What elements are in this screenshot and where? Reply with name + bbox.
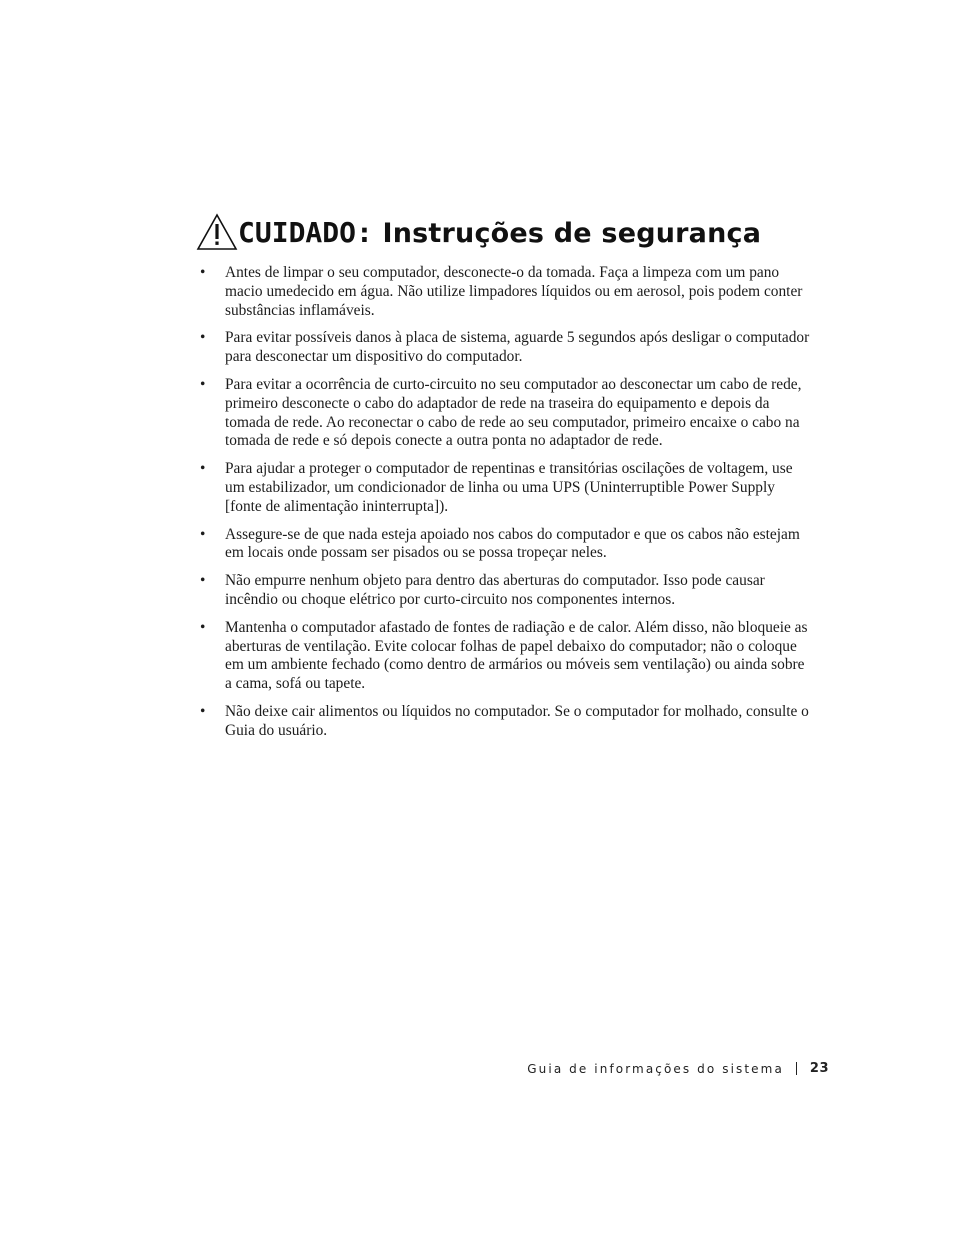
bullet-marker: • — [200, 525, 206, 543]
list-item — [200, 526, 810, 564]
footer-guide-title: Guia de informações do sistema — [527, 1061, 784, 1076]
list-item-text: Não deixe cair alimentos ou líquidos no computador. Se o computador for molhado, consulte o Guia do usuário. — [225, 702, 809, 739]
list-item — [200, 619, 810, 694]
bullet-marker: • — [200, 572, 206, 590]
list-item-text: Mantenha o computador afastado de fontes de radiação e de calor. Além disso, não bloqueie as aberturas de ventilação. Evite colocar folhas de papel debaixo do computador; não o coloque em um ambiente fechado (como dentro de armários ou móveis sem ventilação) ou ainda sobre a cama, sofá ou tapete. — [225, 618, 808, 693]
list-item-text: Para evitar possíveis danos à placa de sistema, aguarde 5 segundos após desligar o computador para desconectar um dispositivo do computador. — [225, 329, 810, 366]
list-item-text: Assegure-se de que nada esteja apoiado nos cabos do computador e que os cabos não estejam em locais onde possam ser pisados ou se possa tropeçar neles. — [225, 525, 800, 562]
safety-instructions-list — [200, 264, 810, 750]
bullet-marker: • — [200, 375, 206, 393]
heading-keyword: CUIDADO: — [238, 215, 373, 249]
list-item-text: Para evitar a ocorrência de curto-circuito no seu computador ao desconectar um cabo de rede, primeiro desconecte o cabo do adaptador de rede na traseira do equipamento e depois da tomada de rede. Ao reconectar o cabo de rede ao seu computador, primeiro encaixe o cabo na tomada de rede e só depois conecte a outra ponta no adaptador de rede. — [225, 375, 802, 450]
page-number: 23 — [809, 1061, 829, 1076]
warning-triangle-icon — [196, 213, 238, 251]
list-item — [200, 572, 810, 610]
list-item-text: Antes de limpar o seu computador, desconecte-o da tomada. Faça a limpeza com um pano macio umedecido em água. Não utilize limpadores líquidos ou em aerosol, pois podem conter substâncias inflamáveis. — [225, 264, 803, 319]
heading-title — [238, 216, 761, 249]
list-item — [200, 460, 810, 516]
list-item-text: Para ajudar a proteger o computador de repentinas e transitórias oscilações de voltagem, use um estabilizador, um condicionador de linha ou uma UPS (Uninterruptible Power Supply [fonte de alimentação ininterrupta]). — [225, 460, 793, 515]
bullet-marker: • — [200, 329, 206, 347]
list-item — [200, 329, 810, 367]
list-item — [200, 264, 810, 320]
section-heading — [196, 213, 761, 251]
list-item-text: Não empurre nenhum objeto para dentro das aberturas do computador. Isso pode causar incêndio ou choque elétrico por curto-circuito nos componentes internos. — [225, 572, 765, 608]
bullet-marker: • — [200, 264, 206, 281]
bullet-marker: • — [200, 702, 206, 720]
list-item — [200, 703, 810, 741]
bullet-marker: • — [200, 618, 206, 636]
list-item — [200, 376, 810, 451]
footer-separator — [796, 1062, 797, 1075]
heading-text: Instruções de segurança — [372, 217, 762, 249]
bullet-marker: • — [200, 460, 206, 478]
page-footer — [527, 1061, 829, 1076]
